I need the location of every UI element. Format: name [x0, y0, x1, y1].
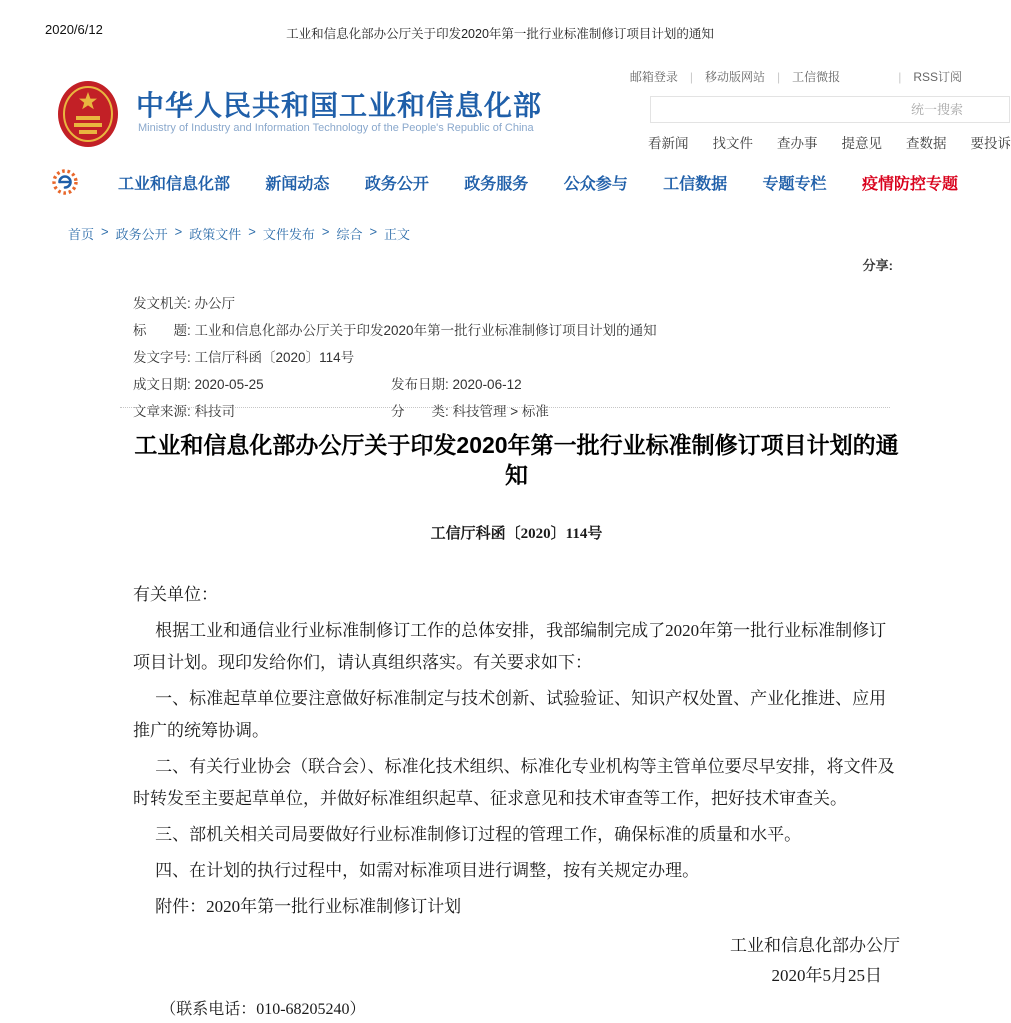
- link-rss[interactable]: RSS订阅: [913, 68, 962, 85]
- breadcrumb-separator: >: [369, 224, 377, 243]
- quick-link-data[interactable]: 查数据: [906, 132, 947, 152]
- meta-value: 办公厅: [195, 296, 236, 311]
- breadcrumb-separator: >: [248, 224, 256, 243]
- meta-label: 发文字号:: [133, 350, 191, 365]
- paragraph-attachment: 附件：2020年第一批行业标准制修订计划: [133, 891, 900, 923]
- nav-item-miit-data[interactable]: 工信数据: [663, 171, 727, 194]
- link-mobile-site[interactable]: 移动版网站: [705, 68, 765, 85]
- meta-value: 工业和信息化部办公厅关于印发2020年第一批行业标准制修订项目计划的通知: [195, 323, 657, 338]
- nav-item-miit[interactable]: 工业和信息化部: [118, 171, 230, 194]
- utility-separator: |: [690, 70, 693, 84]
- search-input[interactable]: [650, 96, 1010, 123]
- meta-row-title: [133, 317, 900, 344]
- utility-separator: |: [898, 70, 901, 84]
- signature-date: 2020年5月25日: [133, 961, 900, 991]
- print-date: 2020/6/12: [45, 22, 103, 37]
- paragraph-item-3: 三、部机关相关司局要做好行业标准制修订过程的管理工作，确保标准的质量和水平。: [133, 819, 900, 851]
- share-label: 分享:: [863, 255, 893, 274]
- print-title: 工业和信息化部办公厅关于印发2020年第一批行业标准制修订项目计划的通知: [0, 24, 1000, 42]
- meta-row-doc-number: [133, 344, 900, 371]
- meta-row-dates: [133, 371, 900, 398]
- meta-label: 分 类:: [391, 404, 449, 419]
- doc-meta: [133, 290, 900, 425]
- article-doc-number: 工信厅科函〔2020〕114号: [133, 522, 900, 543]
- quick-link-complaint[interactable]: 要投诉: [971, 132, 1011, 152]
- ministry-name-en: Ministry of Industry and Information Technology of the People's Republic of China: [138, 122, 534, 134]
- meta-label: 成文日期:: [133, 377, 191, 392]
- contact-line: （联系电话：010-68205240）: [133, 997, 900, 1023]
- meta-value: 科技司: [195, 404, 236, 419]
- nav-item-gov-services[interactable]: 政务服务: [464, 171, 528, 194]
- nav-items: [118, 171, 958, 194]
- breadcrumb-separator: >: [101, 224, 109, 243]
- signature-block: [133, 931, 900, 991]
- quick-link-files[interactable]: 找文件: [713, 132, 754, 152]
- breadcrumb-policy-docs[interactable]: 政策文件: [189, 224, 241, 243]
- quick-links: [648, 132, 1011, 152]
- meta-divider: [120, 407, 890, 408]
- breadcrumb-general[interactable]: 综合: [336, 224, 362, 243]
- breadcrumb-separator: >: [322, 224, 330, 243]
- quick-link-services[interactable]: 查办事: [777, 132, 818, 152]
- meta-label: 发布日期:: [391, 377, 449, 392]
- quick-link-feedback[interactable]: 提意见: [842, 132, 883, 152]
- nav-item-epidemic-topic[interactable]: 疫情防控专题: [862, 171, 958, 194]
- breadcrumb-gov-disclosure[interactable]: 政务公开: [116, 224, 168, 243]
- meta-row-source-category: [133, 398, 900, 425]
- nav-item-public-participation[interactable]: 公众参与: [564, 171, 628, 194]
- quick-link-news[interactable]: 看新闻: [648, 132, 689, 152]
- paragraph-greeting: 有关单位：: [133, 579, 900, 611]
- meta-row-issuing-agency: [133, 290, 900, 317]
- main-nav: [0, 158, 1000, 206]
- link-mail-login[interactable]: 邮箱登录: [630, 68, 678, 85]
- utility-separator: |: [777, 70, 780, 84]
- nav-item-gov-disclosure[interactable]: 政务公开: [365, 171, 429, 194]
- paragraph-item-4: 四、在计划的执行过程中，如需对标准项目进行调整，按有关规定办理。: [133, 855, 900, 887]
- nav-item-special-topics[interactable]: 专题专栏: [763, 171, 827, 194]
- breadcrumb-home[interactable]: 首页: [68, 224, 94, 243]
- site-header: [0, 62, 1000, 158]
- meta-value: 科技管理 > 标准: [453, 404, 549, 419]
- national-emblem-icon: [55, 78, 121, 150]
- article-title: 工业和信息化部办公厅关于印发2020年第一批行业标准制修订项目计划的通知: [133, 430, 900, 490]
- meta-label: 文章来源:: [133, 404, 191, 419]
- article: [133, 424, 900, 1023]
- site-logo-icon: [50, 167, 80, 197]
- breadcrumb-current: 正文: [384, 224, 410, 243]
- utility-bar: [630, 68, 962, 85]
- paragraph-item-2: 二、有关行业协会（联合会）、标准化技术组织、标准化专业机构等主管单位要尽早安排，将文件及时转发至主要起草单位，并做好标准组织起草、征求意见和技术审查等工作，把好技术审查关。: [133, 751, 900, 815]
- paragraph-intro: 根据工业和通信业行业标准制修订工作的总体安排，我部编制完成了2020年第一批行业标准制修订项目计划。现印发给你们，请认真组织落实。有关要求如下：: [133, 615, 900, 679]
- meta-value: 2020-05-25: [195, 377, 264, 392]
- article-body: [133, 579, 900, 923]
- meta-value: 工信厅科函〔2020〕114号: [195, 350, 355, 365]
- breadcrumb-doc-release[interactable]: 文件发布: [263, 224, 315, 243]
- ministry-name: 中华人民共和国工业和信息化部: [136, 84, 542, 124]
- meta-value: 2020-06-12: [453, 377, 522, 392]
- breadcrumb: [68, 224, 410, 243]
- breadcrumb-separator: >: [175, 224, 183, 243]
- meta-label: 标 题:: [133, 323, 191, 338]
- meta-label: 发文机关:: [133, 296, 191, 311]
- link-miit-weibo[interactable]: 工信微报: [792, 68, 840, 85]
- paragraph-item-1: 一、标准起草单位要注意做好标准制定与技术创新、试验验证、知识产权处置、产业化推进、应用推广的统筹协调。: [133, 683, 900, 747]
- signature-agency: 工业和信息化部办公厅: [133, 931, 900, 961]
- nav-item-news[interactable]: 新闻动态: [265, 171, 329, 194]
